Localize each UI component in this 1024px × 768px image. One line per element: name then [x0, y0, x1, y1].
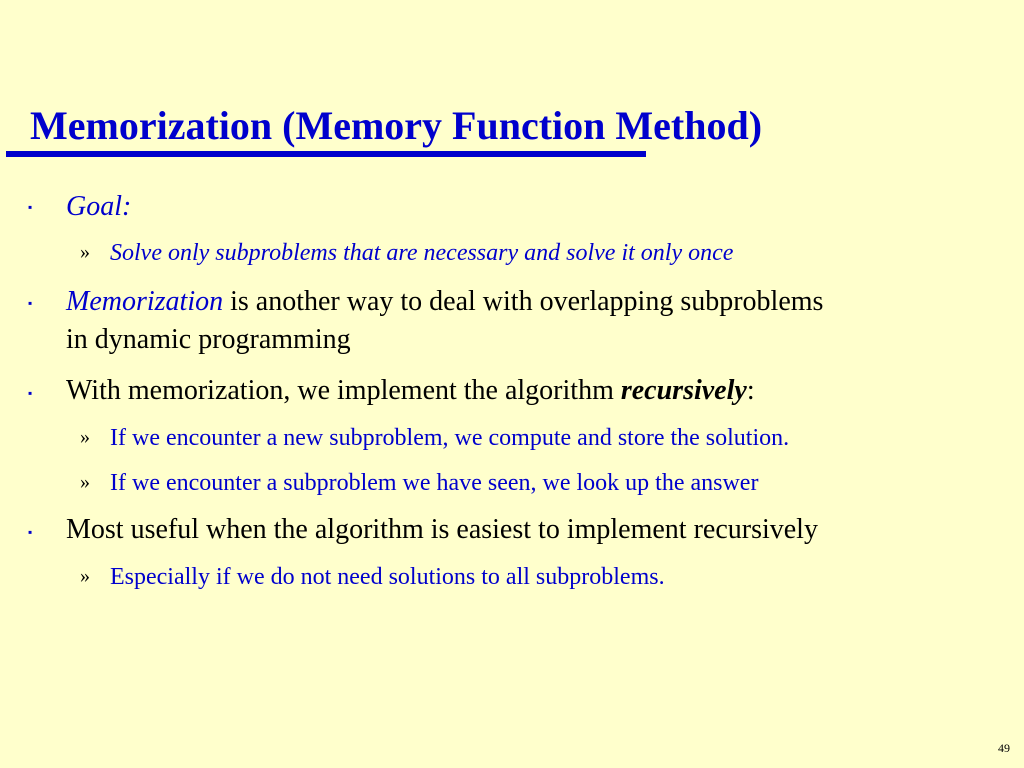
sub-bullet-marker: » [80, 565, 90, 587]
sub-bullet-especially: Especially if we do not need solutions to all subproblems. [110, 564, 665, 590]
bullet-marker: ▪ [28, 296, 33, 310]
bullet-marker: ▪ [28, 525, 33, 539]
sub-bullet-new-subproblem: If we encounter a new subproblem, we compute and store the solution. [110, 425, 790, 451]
memorization-text-line2: in dynamic programming [66, 324, 351, 355]
memorization-text-line1: is another way to deal with overlapping subproblems [223, 286, 824, 317]
title-underline [6, 151, 646, 157]
sub-bullet-seen-subproblem: If we encounter a subproblem we have seen, we look up the answer [110, 470, 759, 496]
bullet-goal: Goal: [66, 191, 132, 222]
recursively-emphasis: recursively [620, 375, 747, 406]
recursively-text-after: : [746, 375, 755, 406]
sub-bullet-goal: Solve only subproblems that are necessary and solve it only once [110, 240, 734, 266]
sub-bullet-marker: » [80, 426, 90, 448]
memorization-term: Memorization [66, 286, 224, 317]
bullet-marker: ▪ [28, 386, 33, 400]
bullet-marker: ▪ [28, 200, 33, 214]
slide-title: Memorization (Memory Function Method) [30, 103, 763, 148]
recursively-text-before: With memorization, we implement the algorithm [66, 375, 621, 406]
page-number: 49 [998, 741, 1010, 755]
sub-bullet-marker: » [80, 241, 90, 263]
bullet-memorization [66, 283, 1006, 359]
bullet-most-useful: Most useful when the algorithm is easiest to implement recursively [66, 514, 818, 545]
bullet-recursively [66, 372, 1006, 410]
sub-bullet-marker: » [80, 471, 90, 493]
